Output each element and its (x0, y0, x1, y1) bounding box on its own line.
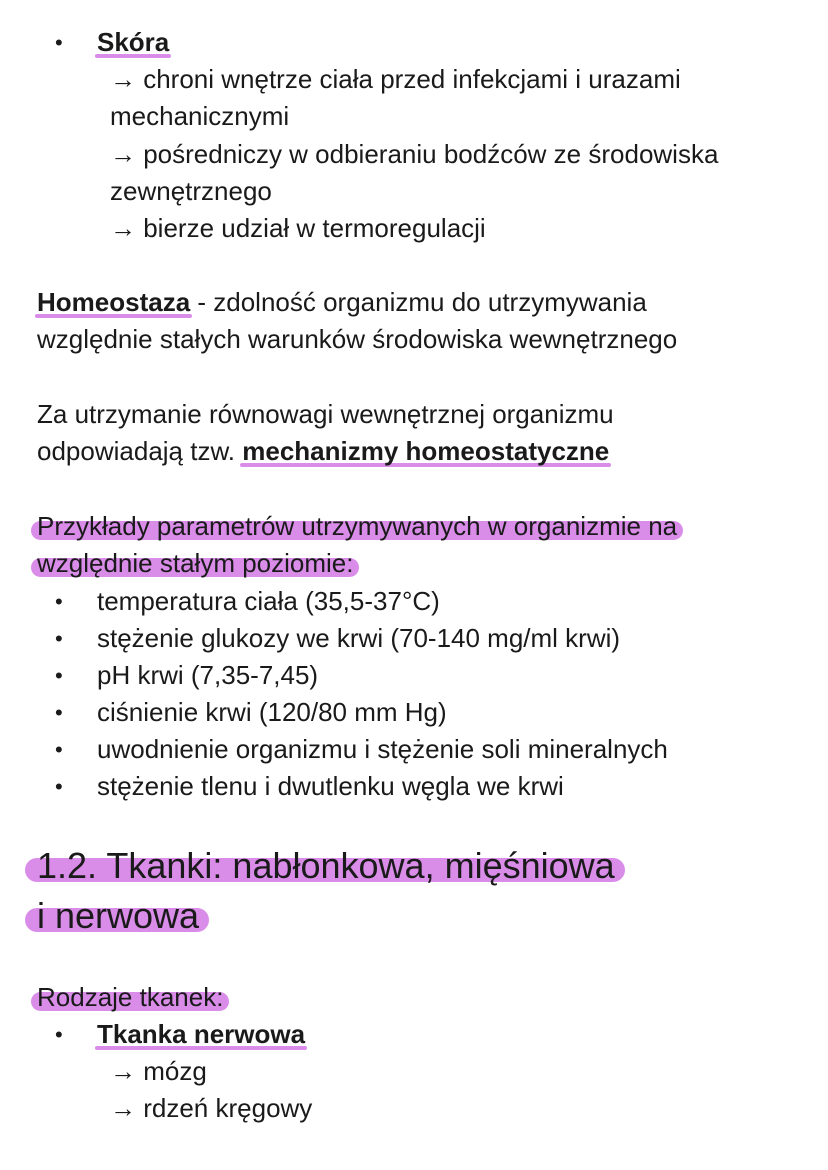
skin-line: → pośredniczy w odbieraniu bodźców ze środowiska (110, 139, 719, 169)
skin-title (97, 24, 169, 61)
tissue-types-label (37, 979, 223, 1016)
bullet: • (55, 30, 63, 55)
skin-line: → chroni wnętrze ciała przed infekcjami i urazami (110, 64, 681, 94)
section-heading-line1 (37, 842, 615, 890)
tissue-item-title-text: Tkanka nerwowa (97, 1016, 305, 1053)
list-item: uwodnienie organizmu i stężenie soli mineralnych (97, 734, 668, 764)
bullet: • (55, 700, 63, 725)
list-item: stężenie glukozy we krwi (70-140 mg/ml krwi) (97, 623, 621, 653)
mechanisms-term: mechanizmy homeostatyczne (242, 433, 609, 470)
list-item: temperatura ciała (35,5-37°C) (97, 586, 440, 616)
skin-line: zewnętrznego (110, 176, 272, 206)
parameters-heading-line2 (37, 545, 353, 582)
tissue-item-title (97, 1016, 305, 1053)
bullet: • (55, 737, 63, 762)
tissue-sub-item: → rdzeń kręgowy (110, 1093, 313, 1123)
section-heading-text2: i nerwowa (37, 892, 199, 940)
homeostasis-definition (37, 284, 647, 321)
homeostasis-def-text: - zdolność organizmu do utrzymywania (190, 287, 647, 317)
skin-line: → bierze udział w termoregulacji (110, 213, 486, 243)
bullet: • (55, 1022, 63, 1047)
homeostasis-def-line2: względnie stałych warunków środowiska wewnętrznego (37, 324, 678, 354)
section-heading-line2 (37, 892, 199, 940)
tissue-sub-item: → mózg (110, 1056, 207, 1086)
list-item: ciśnienie krwi (120/80 mm Hg) (97, 697, 447, 727)
mechanisms-line1: Za utrzymanie równowagi wewnętrznej organizmu (37, 399, 614, 429)
mechanisms-line2 (37, 433, 609, 470)
tissue-types-label-text: Rodzaje tkanek: (37, 979, 223, 1016)
bullet: • (55, 663, 63, 688)
section-heading-text1: 1.2. Tkanki: nabłonkowa, mięśniowa (37, 842, 615, 890)
bullet: • (55, 626, 63, 651)
bullet: • (55, 774, 63, 799)
parameters-heading-text1: Przykłady parametrów utrzymywanych w organizmie na (37, 508, 677, 545)
skin-title-text: Skóra (97, 24, 169, 61)
list-item: stężenie tlenu i dwutlenku węgla we krwi (97, 771, 564, 801)
list-item: pH krwi (7,35-7,45) (97, 660, 319, 690)
parameters-heading-text2: względnie stałym poziomie: (37, 545, 353, 582)
homeostasis-term: Homeostaza (37, 284, 190, 321)
bullet: • (55, 589, 63, 614)
mechanisms-prefix: odpowiadają tzw. (37, 436, 243, 466)
parameters-heading-line1 (37, 508, 677, 545)
skin-line: mechanicznymi (110, 101, 290, 131)
